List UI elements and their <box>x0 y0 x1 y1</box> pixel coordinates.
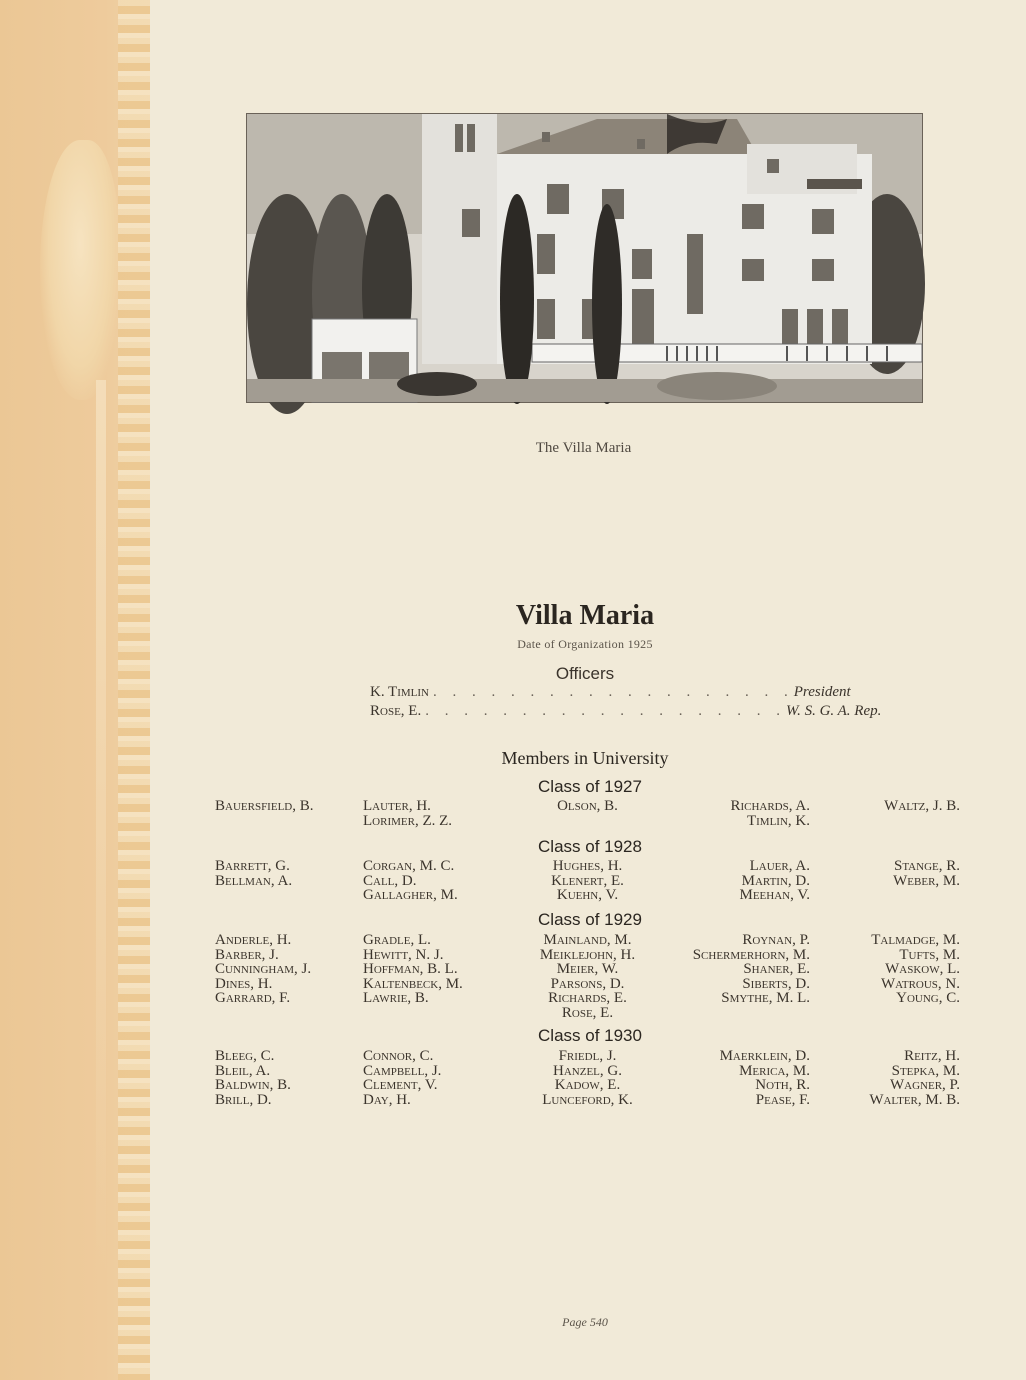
name-column: Roynan, P. Schermerhorn, M. Shaner, E. Siberts, D. Smythe, M. L. <box>692 932 810 1006</box>
officer-title: President <box>793 684 851 700</box>
page-number: Page 540 <box>562 1315 608 1329</box>
name-column: Friedl, J. Hanzel, G. Kadow, E. Lunceford, K. <box>542 1048 633 1108</box>
class-heading: Class of 1927 <box>538 777 642 796</box>
name-column: Waltz, J. B. <box>884 798 960 814</box>
band-edge-decoration <box>118 0 150 1380</box>
tree-illustration <box>40 140 120 400</box>
name-column: Lauer, A. Martin, D. Meehan, V. <box>739 858 810 903</box>
name-column: Barrett, G. Bellman, A. <box>215 858 293 889</box>
name-column: Bauersfield, B. <box>215 798 314 814</box>
leader-dots: . . . . . . . . . . . . . . . . . . . <box>425 703 786 719</box>
officer-name: Rose, E. <box>370 703 422 719</box>
officer-name: K. Timlin <box>370 684 429 700</box>
name-column: Connor, C. Campbell, J. Clement, V. Day, H. <box>363 1048 442 1108</box>
name-column: Mainland, M. Meiklejohn, H. Meier, W. Parsons, D. Richards, E. Rose, E. <box>539 932 636 1021</box>
name-column: Gradle, L. Hewitt, N. J. Hoffman, B. L. Kaltenbeck, M. Lawrie, B. <box>363 932 463 1006</box>
name-column: Richards, A. Timlin, K. <box>730 798 810 829</box>
leader-dots: . . . . . . . . . . . . . . . . . . . <box>433 684 794 700</box>
name-column: Stange, R. Weber, M. <box>893 858 960 889</box>
villa-photo <box>246 113 923 403</box>
officer-row <box>370 684 851 702</box>
organization-date: Date of Organization 1925 <box>517 637 653 651</box>
members-heading: Members in University <box>501 748 669 768</box>
officer-row <box>370 703 882 721</box>
decorative-side-band <box>0 0 150 1380</box>
class-heading: Class of 1929 <box>538 910 642 929</box>
officers-heading: Officers <box>555 664 615 683</box>
class-heading: Class of 1928 <box>538 837 642 856</box>
name-column: Bleeg, C. Bleil, A. Baldwin, B. Brill, D. <box>215 1048 291 1108</box>
name-column: Olson, B. <box>557 798 618 814</box>
class-heading: Class of 1930 <box>538 1026 642 1045</box>
name-column: Lauter, H. Lorimer, Z. Z. <box>363 798 453 829</box>
name-column: Hughes, H. Klenert, E. Kuehn, V. <box>551 858 624 903</box>
name-column: Anderle, H. Barber, J. Cunningham, J. Dines, H. Garrard, F. <box>215 932 312 1006</box>
name-column: Talmadge, M. Tufts, M. Waskow, L. Watrous, N. Young, C. <box>871 932 960 1006</box>
photo-caption: The Villa Maria <box>535 440 632 456</box>
villa-sketch <box>247 114 922 402</box>
tree-trunk-illustration <box>96 380 106 1280</box>
name-column: Corgan, M. C. Call, D. Gallagher, M. <box>363 858 458 903</box>
name-column: Reitz, H. Stepka, M. Wagner, P. Walter, M. B. <box>869 1048 960 1108</box>
officer-title: W. S. G. A. Rep. <box>785 703 882 719</box>
page-title: Villa Maria <box>515 600 655 631</box>
name-column: Maerklein, D. Merica, M. Noth, R. Pease, F. <box>719 1048 810 1108</box>
